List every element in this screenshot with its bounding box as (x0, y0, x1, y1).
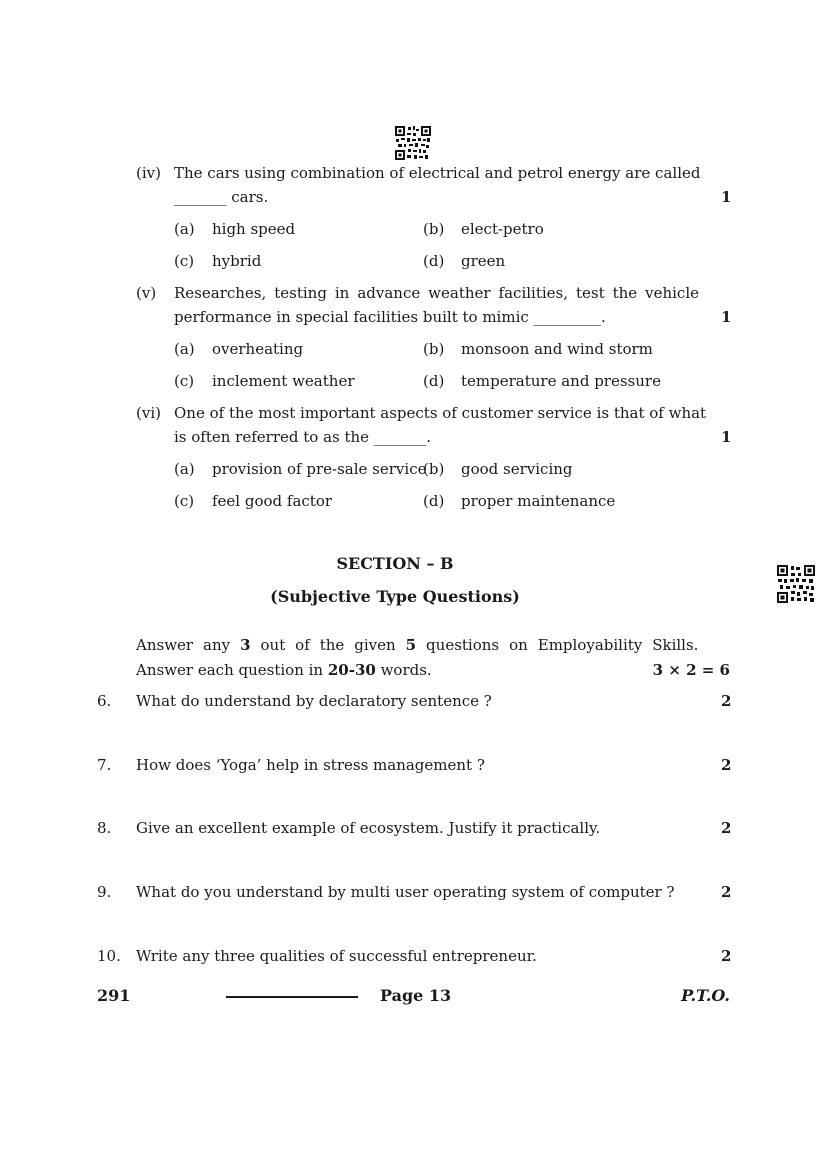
option-label: (a) (174, 340, 195, 358)
pto-label: P.T.O. (681, 986, 730, 1005)
instructions-line: Answer each question in 20-30 words. (136, 661, 432, 679)
question-marks: 2 (721, 692, 732, 710)
option-label: (a) (174, 220, 195, 238)
question-marks: 2 (721, 819, 732, 837)
question-number: 7. (97, 756, 112, 774)
option-label: (d) (423, 492, 445, 510)
answer-count: 3 (240, 636, 251, 654)
mcq-question-line: One of the most important aspects of customer service is that of what (174, 404, 707, 422)
mcq-question-line: performance in special facilities built to mimic _________. (174, 308, 606, 326)
option-text: elect-petro (461, 220, 544, 238)
mcq-marks: 1 (721, 428, 732, 446)
section-marks: 3 × 2 = 6 (652, 661, 730, 679)
option-text: green (461, 252, 506, 270)
mcq-question-line: is often referred to as the _______. (174, 428, 432, 446)
option-text: proper maintenance (461, 492, 616, 510)
mcq-marks: 1 (721, 308, 732, 326)
option-text: hybrid (212, 252, 262, 270)
option-text: high speed (212, 220, 296, 238)
section-subtitle: (Subjective Type Questions) (270, 587, 520, 606)
question-text: How does ‘Yoga’ help in stress management ? (136, 756, 485, 774)
question-number: 8. (97, 819, 112, 837)
option-text: provision of pre-sale service (212, 460, 427, 478)
total-count: 5 (405, 636, 417, 654)
mcq-marks: 1 (721, 188, 732, 206)
option-label: (c) (174, 252, 195, 270)
footer-rule (226, 996, 358, 998)
option-label: (b) (423, 340, 445, 358)
paper-code: 291 (97, 986, 131, 1005)
question-marks: 2 (721, 883, 732, 901)
mcq-number: (v) (136, 284, 157, 302)
question-marks: 2 (721, 947, 732, 965)
question-text: What do understand by declaratory sentence ? (136, 692, 492, 710)
option-label: (b) (423, 460, 445, 478)
mcq-question-line: Researches, testing in advance weather facilities, test the vehicle (174, 284, 699, 302)
qr-code-top (395, 126, 431, 160)
mcq-number: (vi) (136, 404, 161, 422)
option-text: monsoon and wind storm (461, 340, 653, 358)
section-title: SECTION – B (336, 554, 454, 573)
option-label: (a) (174, 460, 195, 478)
page-number: Page 13 (380, 986, 452, 1005)
option-label: (c) (174, 492, 195, 510)
question-text: Write any three qualities of successful entrepreneur. (136, 947, 537, 965)
mcq-question-line: _______ cars. (174, 188, 269, 206)
question-number: 6. (97, 692, 112, 710)
mcq-question-line: The cars using combination of electrical and petrol energy are called (174, 164, 701, 182)
question-marks: 2 (721, 756, 732, 774)
option-label: (c) (174, 372, 195, 390)
option-label: (d) (423, 372, 445, 390)
option-label: (b) (423, 220, 445, 238)
option-text: good servicing (461, 460, 573, 478)
option-text: overheating (212, 340, 304, 358)
option-text: feel good factor (212, 492, 333, 510)
option-text: temperature and pressure (461, 372, 661, 390)
option-label: (d) (423, 252, 445, 270)
instructions-line: Answer any 3 out of the given 5 questions on Employability Skills. (136, 636, 699, 654)
option-text: inclement weather (212, 372, 355, 390)
question-number: 9. (97, 883, 112, 901)
mcq-number: (iv) (136, 164, 161, 182)
question-text: What do you understand by multi user operating system of computer ? (136, 883, 675, 901)
word-limit: 20-30 (327, 661, 376, 679)
question-number: 10. (97, 947, 121, 965)
question-text: Give an excellent example of ecosystem. Justify it practically. (136, 819, 601, 837)
